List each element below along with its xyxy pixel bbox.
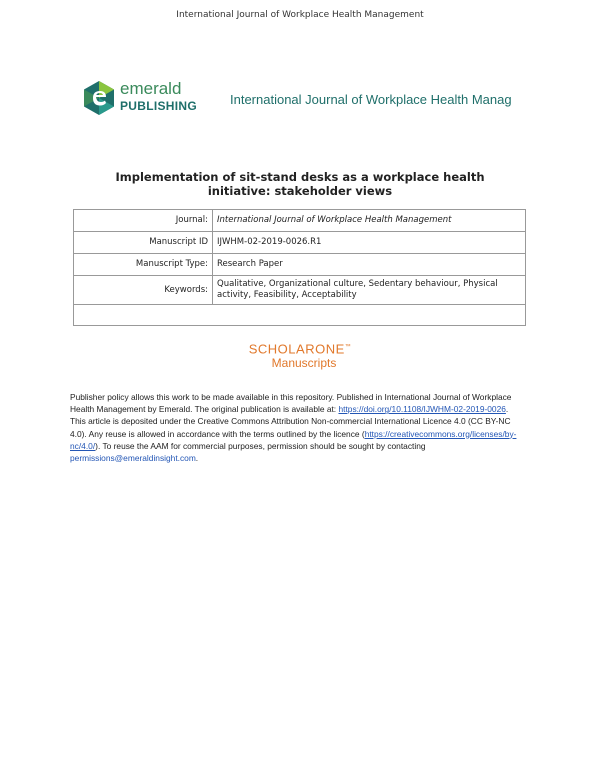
table-row [74, 210, 526, 232]
metadata-label: Manuscript ID [74, 232, 213, 254]
policy-text: . This article is deposited under the Creative Commons Attribution Non-commercial International Licence 4.0 (CC BY-NC 4.0). Any reuse is allowed in accordance with the terms outlined by the licence ( [70, 404, 511, 439]
doi-link[interactable]: https://doi.org/10.1108/IJWHM-02-2019-0026 [338, 404, 506, 415]
policy-text: Publisher policy allows this work to be made available in this repository. Published in International Journal of Workplace Health Management by Emerald. The original publication is available at: [70, 392, 512, 415]
metadata-value-manuscript-id: IJWHM-02-2019-0026.R1 [213, 232, 526, 254]
empty-table-row [74, 305, 526, 326]
metadata-value-keywords: Qualitative, Organizational culture, Sedentary behaviour, Physical activity, Feasibility, Acceptability [213, 276, 526, 305]
emerald-logo-icon [82, 80, 116, 116]
metadata-label: Journal: [74, 210, 213, 232]
table-row [74, 254, 526, 276]
scholarone-manuscripts: Manuscripts [271, 356, 337, 371]
metadata-label: Keywords: [74, 276, 213, 305]
trademark-symbol: ™ [344, 344, 352, 350]
running-head: International Journal of Workplace Health Management [176, 10, 424, 20]
metadata-label: Manuscript Type: [74, 254, 213, 276]
cc-license-link[interactable]: https://creativecommons.org/licenses/by-nc/4.0/ [70, 428, 517, 451]
document-title: Implementation of sit-stand desks as a workplace health initiative: stakeholder views [115, 170, 485, 198]
journal-banner: International Journal of Workplace Health Manag [230, 92, 512, 107]
policy-text: . [195, 453, 199, 464]
logo-text-publishing: PUBLISHING [120, 99, 198, 113]
publisher-policy-statement [70, 391, 525, 464]
metadata-value-manuscript-type: Research Paper [213, 254, 526, 276]
policy-text: ). To reuse the AAM for commercial purposes, permission should be sought by contacting [95, 440, 426, 451]
permissions-email-link[interactable]: permissions@emeraldinsight.com [70, 453, 196, 464]
table-row [74, 305, 526, 326]
table-row [74, 232, 526, 254]
table-row [74, 276, 526, 305]
metadata-value-journal: International Journal of Workplace Health Management [213, 210, 526, 232]
scholarone-logo [0, 340, 600, 370]
manuscript-metadata-table [73, 209, 526, 326]
logo-text-emerald: emerald [120, 79, 182, 98]
scholarone-wordmark: SCHOLARONE [248, 341, 345, 357]
